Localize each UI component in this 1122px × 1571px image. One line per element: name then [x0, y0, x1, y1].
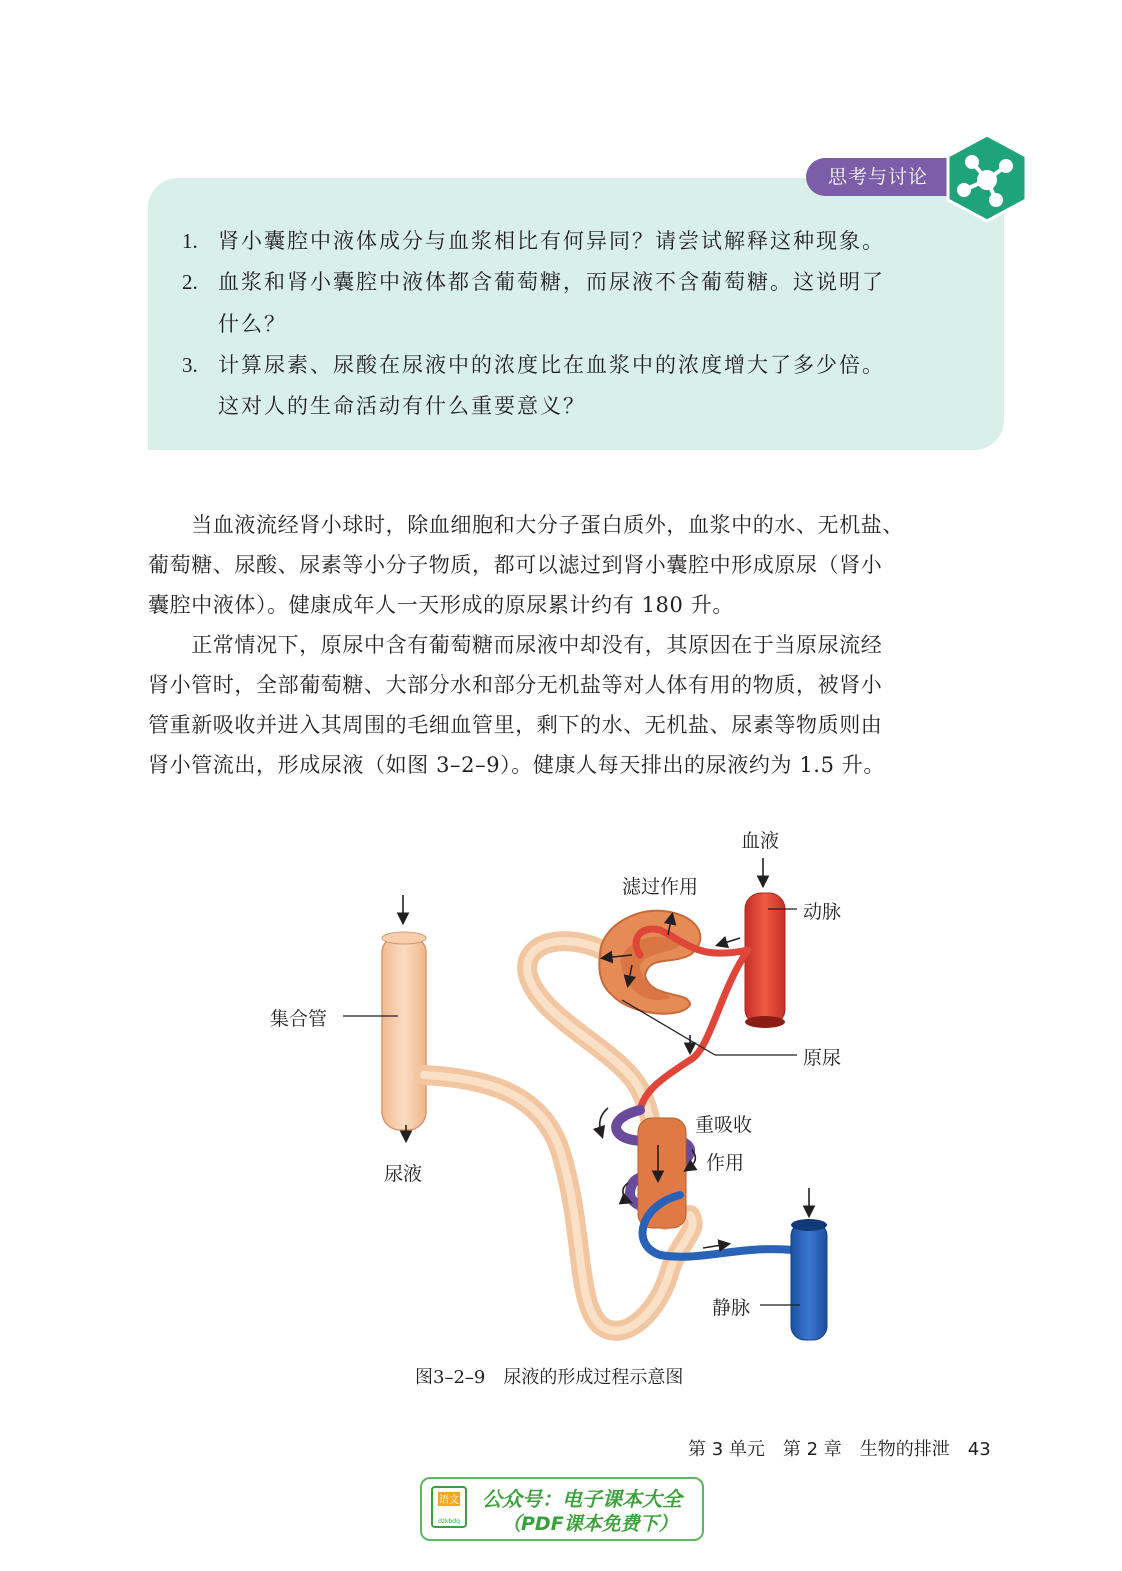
paragraph-1: 当血液流经肾小球时，除血细胞和大分子蛋白质外，血浆中的水、无机盐、 葡萄糖、尿酸、尿素等小分子物质，都可以滤过到肾小囊腔中形成原尿（肾小 囊腔中液体）。健康成年人一天形成的原尿累计约有 180 升。 [148, 513, 904, 617]
page-footer: 第 3 单元 第 2 章 生物的排泄 43 [688, 1439, 991, 1460]
arrow-afferent [718, 938, 740, 945]
question-3: 3. 计算尿素、尿酸在尿液中的浓度比在血浆中的浓度增大了多少倍。 [182, 353, 885, 377]
question-2: 2. 血浆和肾小囊腔中液体都含葡萄糖，而尿液不含葡萄糖。这说明了 [182, 270, 885, 294]
question-1: 1. 肾小囊腔中液体成分与血浆相比有何异同？请尝试解释这种现象。 [182, 229, 885, 253]
question-3-cont: 这对人的生命活动有什么重要意义？ [218, 394, 586, 418]
figure-caption: 图3–2–9 尿液的形成过程示意图 [415, 1367, 684, 1388]
arrow-curl-1 [600, 1108, 608, 1136]
svg-text:语文: 语文 [439, 1495, 459, 1506]
vein [791, 1222, 827, 1340]
collecting-duct [382, 935, 426, 1130]
svg-text:dzkbdq: dzkbdq [438, 1518, 460, 1525]
label-urine: 尿液 [384, 1163, 423, 1185]
question-2-cont: 什么？ [218, 312, 287, 336]
label-collecting-duct: 集合管 [270, 1008, 328, 1030]
tubule-segment [638, 1118, 686, 1228]
label-reabsorption-2: 作用 [706, 1152, 745, 1174]
watermark-stamp [420, 1477, 704, 1541]
label-filtration: 滤过作用 [622, 876, 699, 898]
label-primary-urine: 原尿 [803, 1047, 842, 1069]
label-blood: 血液 [741, 830, 780, 852]
watermark-line-2: （PDF课本免费下） [502, 1513, 678, 1535]
label-vein: 静脉 [712, 1297, 751, 1319]
paragraph-2: 正常情况下，原尿中含有葡萄糖而尿液中却没有，其原因在于当原尿流经 肾小管时，全部葡萄糖、大部分水和部分无机盐等对人体有用的物质，被肾小 管重新吸收并进入其周围的毛细血管里，剩下的水、无机盐、尿素等物质则由 肾小管流出，形成尿液（如图 3–2–9）。健康人每天排出的尿液约为 1.5 升。 [148, 633, 886, 777]
label-reabsorption: 重吸收 [695, 1114, 753, 1136]
discussion-tag: 思考与讨论 [806, 158, 976, 196]
artery [745, 893, 785, 1025]
watermark-line-1: 公众号：电子课本大全 [482, 1487, 682, 1511]
label-artery: 动脉 [803, 901, 842, 923]
arrow-vein-flow [703, 1244, 728, 1248]
book-icon [428, 1483, 476, 1535]
